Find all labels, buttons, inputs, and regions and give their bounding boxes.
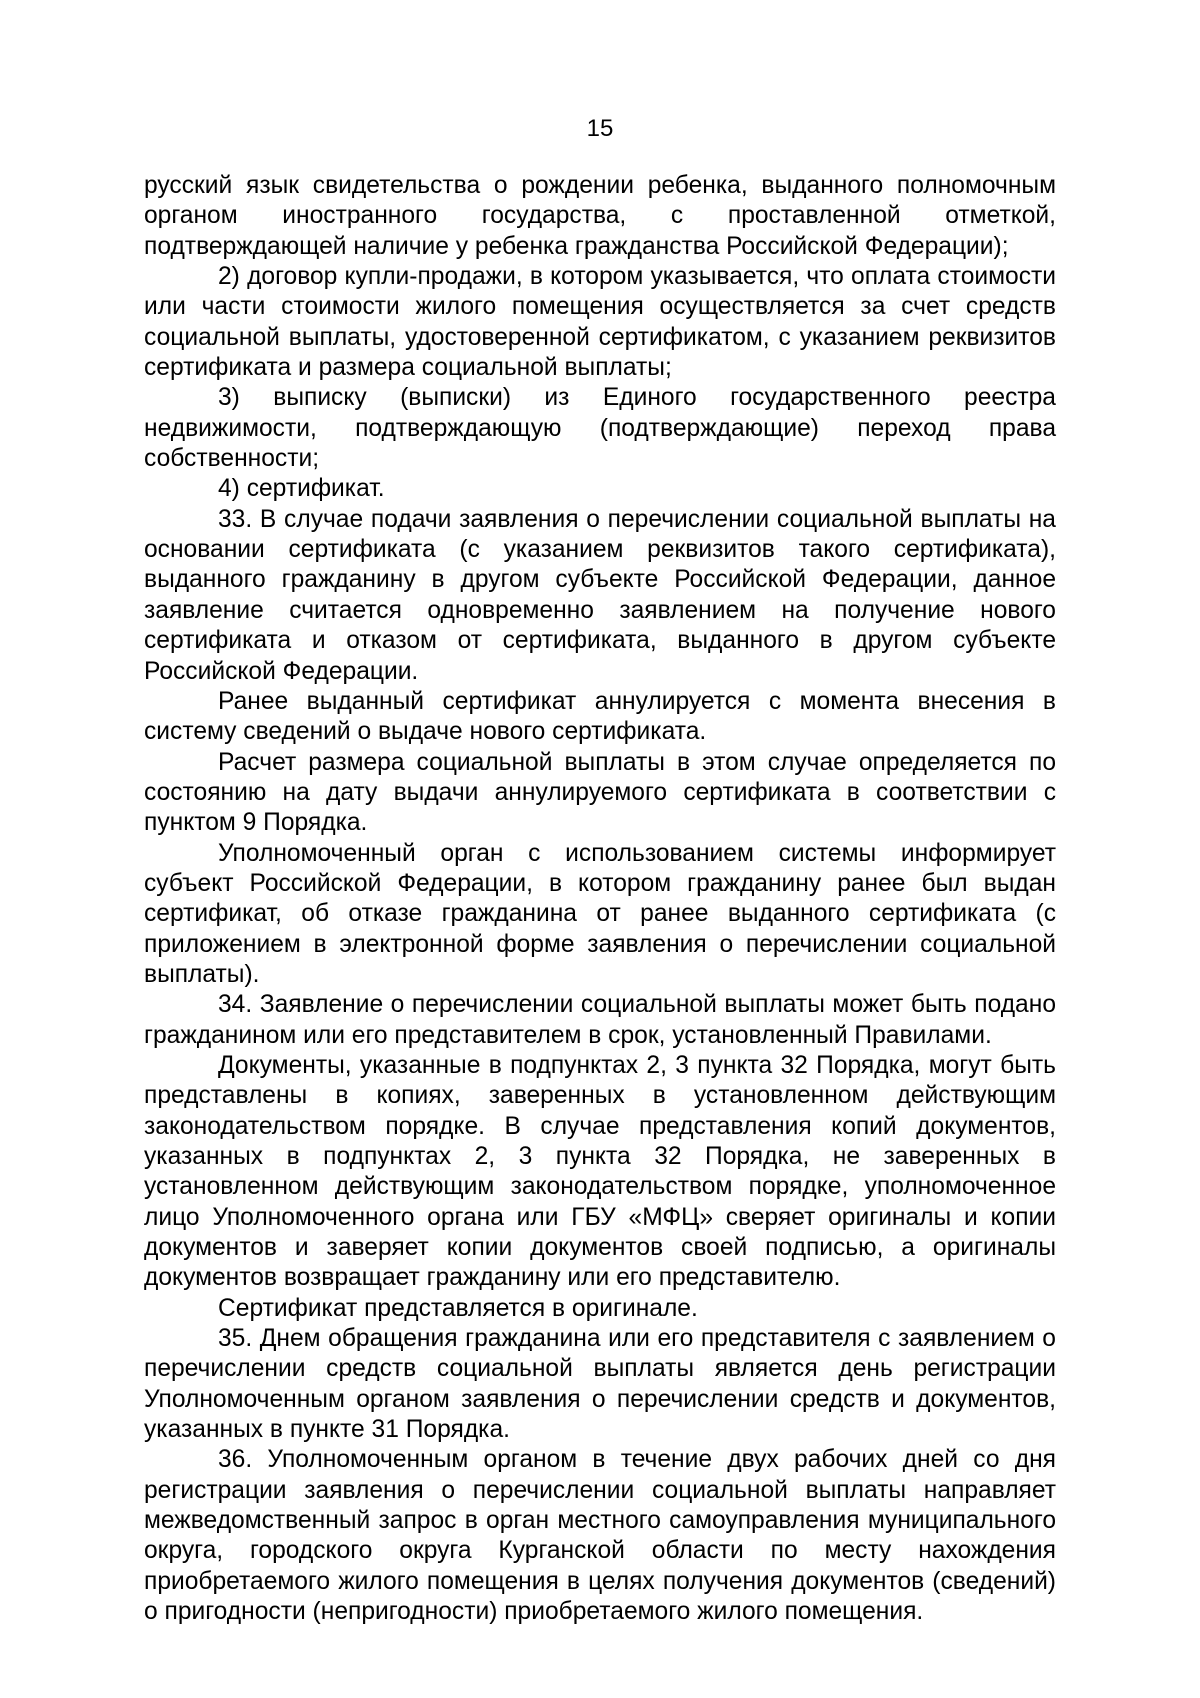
page-number: 15 [586, 115, 614, 142]
paragraph-item-2: 2) договор купли-продажи, в котором указывается, что оплата стоимости или части стоимости жилого помещения осуществляется за счет средств социальной выплаты, удостоверенной сертификатом, с указанием реквизитов сертификата и размера социальной выплаты; [144, 263, 1056, 382]
paragraph-clause-35: 35. Днем обращения гражданина или его представителя с заявлением о перечислении средств социальной выплаты является день регистрации Уполномоченным органом заявления о перечислении средств и документов, указанных в пункте 31 Порядка. [144, 1325, 1056, 1444]
paragraph-continuation: русский язык свидетельства о рождении ребенка, выданного полномочным органом иностранного государства, с проставленной отметкой, подтверждающей наличие у ребенка гражданства Российской Федерации); [144, 172, 1056, 260]
document-body [144, 171, 1056, 1628]
paragraph-clause-36: 36. Уполномоченным органом в течение двух рабочих дней со дня регистрации заявления о перечислении социальной выплаты направляет межведомственный запрос в орган местного самоуправления муниципального округа, городского округа Курганской области по месту нахождения приобретаемого жилого помещения в целях получения документов (сведений) о пригодности (непригодности) приобретаемого жилого помещения. [144, 1446, 1056, 1626]
paragraph-clause-34-documents: Документы, указанные в подпунктах 2, 3 пункта 32 Порядка, могут быть представлены в копиях, заверенных в установленном действующим законодательством порядке. В случае представления копий документов, указанных в подпунктах 2, 3 пункта 32 Порядка, не заверенных в установленном действующим законодательством порядке, уполномоченное лицо Уполномоченного органа или ГБУ «МФЦ» сверяет оригиналы и копии документов и заверяет копии документов своей подписью, а оригиналы документов возвращает гражданину или его представителю. [144, 1051, 1056, 1292]
paragraph-clause-33-annulment: Ранее выданный сертификат аннулируется с момента внесения в систему сведений о выдаче нового сертификата. [144, 687, 1056, 746]
paragraph-item-4: 4) сертификат. [218, 475, 385, 503]
paragraph-clause-34-certificate: Сертификат представляется в оригинале. [218, 1294, 698, 1322]
paragraph-clause-33-notification: Уполномоченный орган с использованием системы информирует субъект Российской Федерации, в котором гражданину ранее был выдан сертификат, об отказе гражданина от ранее выданного сертификата (с приложением в электронной форме заявления о перечислении социальной выплаты). [144, 839, 1056, 988]
paragraph-clause-33: 33. В случае подачи заявления о перечислении социальной выплаты на основании сертификата (с указанием реквизитов такого сертификата), выданного гражданину в другом субъекте Российской Федерации, данное заявление считается одновременно заявлением на получение нового сертификата и отказом от сертификата, выданного в другом субъекте Российской Федерации. [144, 505, 1056, 685]
paragraph-clause-33-calculation: Расчет размера социальной выплаты в этом случае определяется по состоянию на дату выдачи аннулируемого сертификата в соответствии с пунктом 9 Порядка. [144, 748, 1056, 837]
paragraph-item-3: 3) выписку (выписки) из Единого государственного реестра недвижимости, подтверждающую (подтверждающие) переход права собственности; [144, 384, 1056, 473]
paragraph-clause-34: 34. Заявление о перечислении социальной выплаты может быть подано гражданином или его представителем в срок, установленный Правилами. [144, 991, 1056, 1049]
